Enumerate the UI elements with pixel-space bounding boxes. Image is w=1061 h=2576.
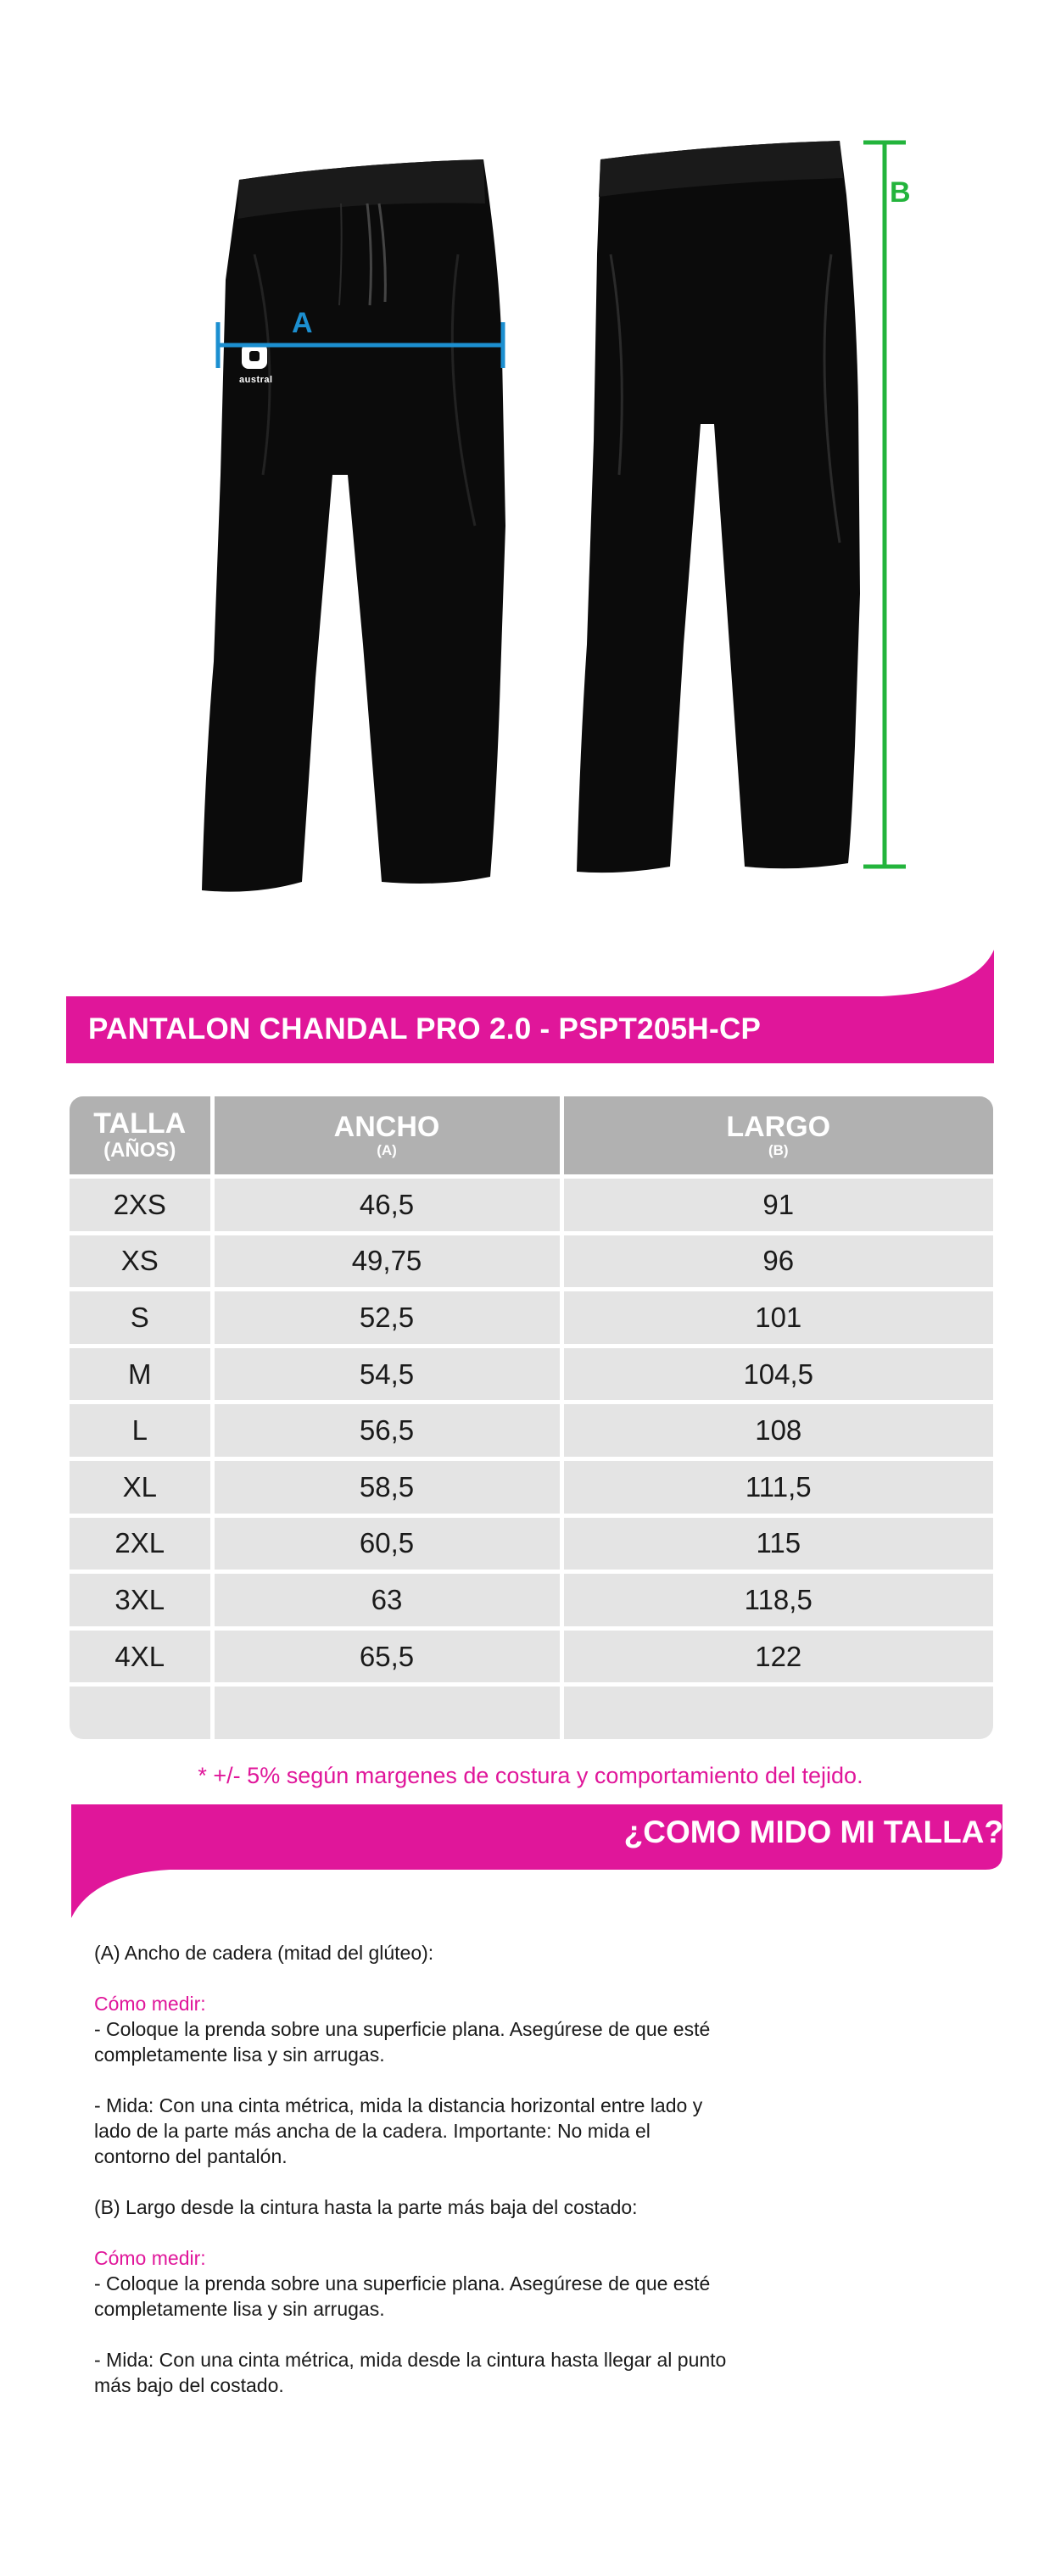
a-step1-line: - Coloque la prenda sobre una superficie plana. Asegúrese de que esté [94, 2018, 711, 2040]
cell-size: 2XS [70, 1177, 212, 1234]
cell-size: 4XL [70, 1628, 212, 1685]
a-how-label: Cómo medir: [94, 1993, 206, 2015]
cell-width [212, 1685, 561, 1739]
cell-size: 2XL [70, 1515, 212, 1572]
b-step1-line: completamente lisa y sin arrugas. [94, 2298, 385, 2320]
table-row [70, 1177, 993, 1234]
size-table [70, 1096, 993, 1739]
cell-width: 49,75 [212, 1233, 561, 1290]
pants-back-view [577, 141, 860, 873]
cell-width: 54,5 [212, 1346, 561, 1402]
b-how-label: Cómo medir: [94, 2247, 206, 2269]
measuring-instructions [94, 1940, 773, 2398]
cell-width: 56,5 [212, 1402, 561, 1459]
cell-length: 108 [561, 1402, 993, 1459]
table-row [70, 1290, 993, 1347]
title-banner [0, 950, 1061, 1068]
cell-length: 91 [561, 1177, 993, 1234]
cell-width: 46,5 [212, 1177, 561, 1234]
a-heading: (A) Ancho de cadera (mitad del glúteo): [94, 1942, 434, 1964]
measure-a-label: A [292, 307, 313, 339]
cell-length: 96 [561, 1233, 993, 1290]
cell-width: 60,5 [212, 1515, 561, 1572]
table-row [70, 1572, 993, 1629]
pants-size-diagram [0, 0, 1061, 933]
cell-size: M [70, 1346, 212, 1402]
measure-b-label: B [890, 176, 911, 209]
pants-front-view [202, 159, 505, 892]
cell-size: L [70, 1402, 212, 1459]
cell-length: 115 [561, 1515, 993, 1572]
cell-size: XS [70, 1233, 212, 1290]
cell-length: 111,5 [561, 1458, 993, 1515]
header-size: TALLA (AÑOS) [70, 1096, 212, 1177]
cell-width: 63 [212, 1572, 561, 1629]
cell-width: 58,5 [212, 1458, 561, 1515]
a-step2-line: contorno del pantalón. [94, 2145, 288, 2167]
table-row [70, 1346, 993, 1402]
a-step2-line: - Mida: Con una cinta métrica, mida la distancia horizontal entre lado y [94, 2094, 703, 2116]
cell-length [561, 1685, 993, 1739]
how-to-title: ¿COMO MIDO MI TALLA? [623, 1815, 1003, 1849]
b-step2-line: más bajo del costado. [94, 2374, 284, 2396]
table-row [70, 1458, 993, 1515]
measure-b-line [863, 142, 906, 867]
tolerance-note: * +/- 5% según margenes de costura y comportamiento del tejido. [198, 1763, 863, 1788]
b-step2-line: - Mida: Con una cinta métrica, mida desde la cintura hasta llegar al punto [94, 2349, 727, 2371]
cell-width: 65,5 [212, 1628, 561, 1685]
header-width: ANCHO (A) [212, 1096, 561, 1177]
cell-size: S [70, 1290, 212, 1347]
cell-size [70, 1685, 212, 1739]
b-step1-line: - Coloque la prenda sobre una superficie plana. Asegúrese de que esté [94, 2272, 711, 2294]
cell-length: 118,5 [561, 1572, 993, 1629]
table-row [70, 1628, 993, 1685]
header-length: LARGO (B) [561, 1096, 993, 1177]
cell-size: 3XL [70, 1572, 212, 1629]
cell-length: 122 [561, 1628, 993, 1685]
size-table-header [70, 1096, 993, 1177]
a-step2-line: lado de la parte más ancha de la cadera. Importante: No mida el [94, 2120, 651, 2142]
cell-width: 52,5 [212, 1290, 561, 1347]
table-row-empty [70, 1685, 993, 1739]
brand-logo: austral [239, 375, 273, 385]
cell-length: 101 [561, 1290, 993, 1347]
cell-size: XL [70, 1458, 212, 1515]
product-title: PANTALON CHANDAL PRO 2.0 - PSPT205H-CP [88, 1012, 762, 1045]
cell-length: 104,5 [561, 1346, 993, 1402]
b-heading: (B) Largo desde la cintura hasta la parte más baja del costado: [94, 2196, 638, 2218]
table-row [70, 1233, 993, 1290]
table-row [70, 1515, 993, 1572]
table-row [70, 1402, 993, 1459]
a-step1-line: completamente lisa y sin arrugas. [94, 2044, 385, 2066]
